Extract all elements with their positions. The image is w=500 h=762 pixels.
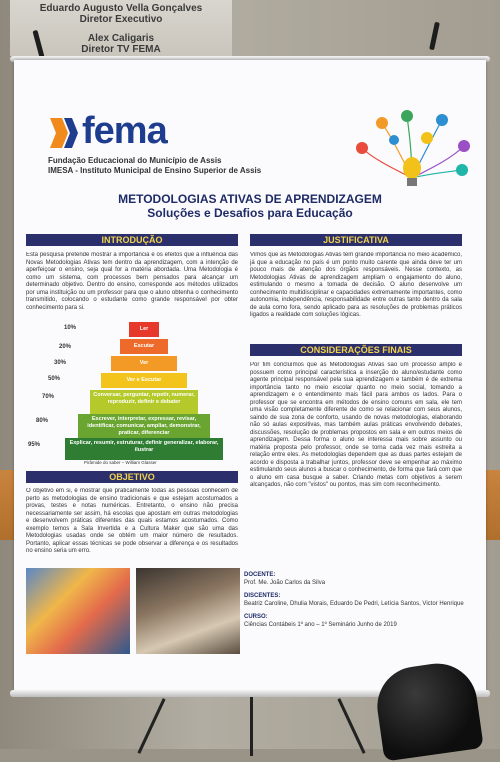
students-photo-left xyxy=(26,568,130,654)
logo-subtitle-2: IMESA - Instituto Municipal de Ensino Superior de Assis xyxy=(48,166,262,175)
poster-subtitle: Soluções e Desafios para Educação xyxy=(147,206,353,220)
pyramid-level-3: Ver xyxy=(111,356,177,371)
discentes-label: DISCENTES: xyxy=(244,593,281,599)
pyramid-level-6: Escrever, interpretar, expressar, revisar, identificar, comunicar, ampliar, demonstrar, praticar, diferenciar xyxy=(78,414,210,438)
plaque-line4: Diretor TV FEMA xyxy=(81,44,161,55)
plaque-line3: Alex Caligaris xyxy=(87,33,155,44)
pyramid-pct-6: 80% xyxy=(36,418,49,424)
section-consideracoes-header: CONSIDERAÇÕES FINAIS xyxy=(250,344,462,356)
logo-subtitle-1: Fundação Educacional do Município de Assis xyxy=(48,156,222,165)
discentes-names: Beatriz Caroline, Dhulia Morais, Eduardo De Pedri, Letícia Santos, Victor Henrique xyxy=(244,600,464,607)
section-objetivo-header: OBJETIVO xyxy=(26,471,238,483)
idea-bulb-illustration xyxy=(352,108,472,196)
section-justificativa-header: JUSTIFICATIVA xyxy=(250,234,462,246)
docente-label: DOCENTE: xyxy=(244,572,276,578)
pyramid-pct-2: 20% xyxy=(59,344,72,350)
pyramid-pct-4: 50% xyxy=(48,376,61,382)
pyramid-pct-5: 70% xyxy=(42,394,55,400)
consideracoes-text: Por fim concluímos que as Metodologias Ativas são um processo amplo e possuem como principal característica a inserção do aluno/estudante como agente principal responsável pela sua aprendizagem e também é de extrema importância tanto no meio escolar quanto no meio social, tomando a aprendizagem e o entendimento mais fácil para ambos os lados. Para o professor que se encontra em métodos de ensino comuns em sala, ele tem uma visão completamente diferente de como se relacionar com seus alunos, saindo de sua zona de conforto, usando de novas metodologias, elaborando não só aulas expositivas, mas também aulas práticas envolvendo debates, discussões, resolução de problemas propostos em sala e em outros meios de aprendizagem. Dessa forma o aluno se interessa mais sobre assunto ou matéria proposta pelo professor, onde se torna cada vez mais estreita a relação entre eles. As metodologias dependem que as duas partes estejam de acordo e disposta a trabalhar juntos, professor deve se empenhar ao máximo estimulando seus alunos a buscar o conhecimento, de forma que fará com que o aluno em casa busque a saber. Criando metas com objetivos a serem alcançados, não com "vistos" ou pontos, mas sim com reconhecimento. xyxy=(250,362,462,488)
stand-leg-center xyxy=(250,696,253,756)
fema-logo-icon xyxy=(48,116,78,150)
poster-footer xyxy=(244,572,474,629)
pyramid-level-5: Conversar, perguntar, repetir, numerar, reproduzir, definir e debater xyxy=(90,390,198,414)
plaque-line1: Eduardo Augusto Vella Gonçalves xyxy=(39,3,203,14)
learning-pyramid xyxy=(28,322,234,462)
name-plaque xyxy=(10,0,232,56)
students-photo-right xyxy=(136,568,240,654)
plaque-line2: Diretor Executivo xyxy=(79,14,163,25)
banner-poster xyxy=(14,60,486,692)
pyramid-pct-3: 30% xyxy=(54,360,67,366)
pyramid-level-7: Explicar, resumir, estruturar, definir generalizar, elaborar, ilustrar xyxy=(65,438,223,460)
curso-label: CURSO: xyxy=(244,614,268,620)
pyramid-pct-1: 10% xyxy=(64,325,77,331)
pyramid-level-1: Ler xyxy=(129,322,159,337)
objetivo-text: O objetivo em si, é mostrar que praticamente todas as pessoas conhecem de perto as metodologias de ensino tradicionais e que estejam acostumados a provas, testes e notas numéricas. Entretanto, o ensino não precisa necessariamente ser assim, há escolas que apostam em outras metodologias e desenvolvem práticas diferentes das quais estamos acostumados. Como exemplo temos a Sala Invertida e a Cultura Maker que são uma das Metodologias usadas onde se obtém um maior número de resultados. Portanto, aplicar essas técnicas se pode observar a diferença e os resultados no ensino seria um erro. xyxy=(26,488,238,554)
pyramid-level-2: Escutar xyxy=(120,339,168,354)
justificativa-text: Vimos que as Metodologias Ativas tem grande importância no meio acadêmico, já que a educação no país é um ponto muito carente que ainda deve ter um pouco mais de atenção dos órgãos responsáveis. Nesse contexto, as Metodologias Ativas de aprendizagem ampliam o engajamento do aluno, estimulando o mesmo a tomada de decisão. O aluno desenvolve um conhecimento multidisciplinar e capacidades extremamente importantes, como autonomia, independência, responsabilidade entre outras tanto dentro da sala de aula como fora, sendo aplicado para as resoluções de problemas práticos ligados a realidade com soluções lógicas. xyxy=(250,252,462,318)
pyramid-caption: Pirâmide do saber – William Glasser xyxy=(84,460,157,465)
docente-name: Prof. Me. João Carlos da Silva xyxy=(244,579,326,586)
logo-name: fema xyxy=(82,110,167,152)
curso-name: Ciências Contábeis 1º ano – 1º Seminário Junho de 2019 xyxy=(244,621,397,628)
poster-title: METODOLOGIAS ATIVAS DE APRENDIZAGEM xyxy=(118,192,382,206)
pyramid-level-4: Ver e Escutar xyxy=(101,373,187,388)
pyramid-pct-7: 95% xyxy=(28,442,41,448)
section-introducao-header: INTRODUÇÃO xyxy=(26,234,238,246)
introducao-text: Esta pesquisa pretende mostrar a importância e os efeitos que a influência das Novas Metodologias Ativas tem dentro da aprendizagem, com a intenção de aperfeiçoar o ensino, seja qual for a matéria abordada. Uma Metodologia é como um sistema, com processos bem pensados para alcançar um determinado objetivo. Dentro do ensino, corresponde aos métodos utilizados por uma instituição ou um professor para que o aluno obtenha o conhecimento transmitido, colocando o estudante como grande responsável por obter conhecimento para si. xyxy=(26,252,238,311)
fema-logo xyxy=(48,110,262,176)
